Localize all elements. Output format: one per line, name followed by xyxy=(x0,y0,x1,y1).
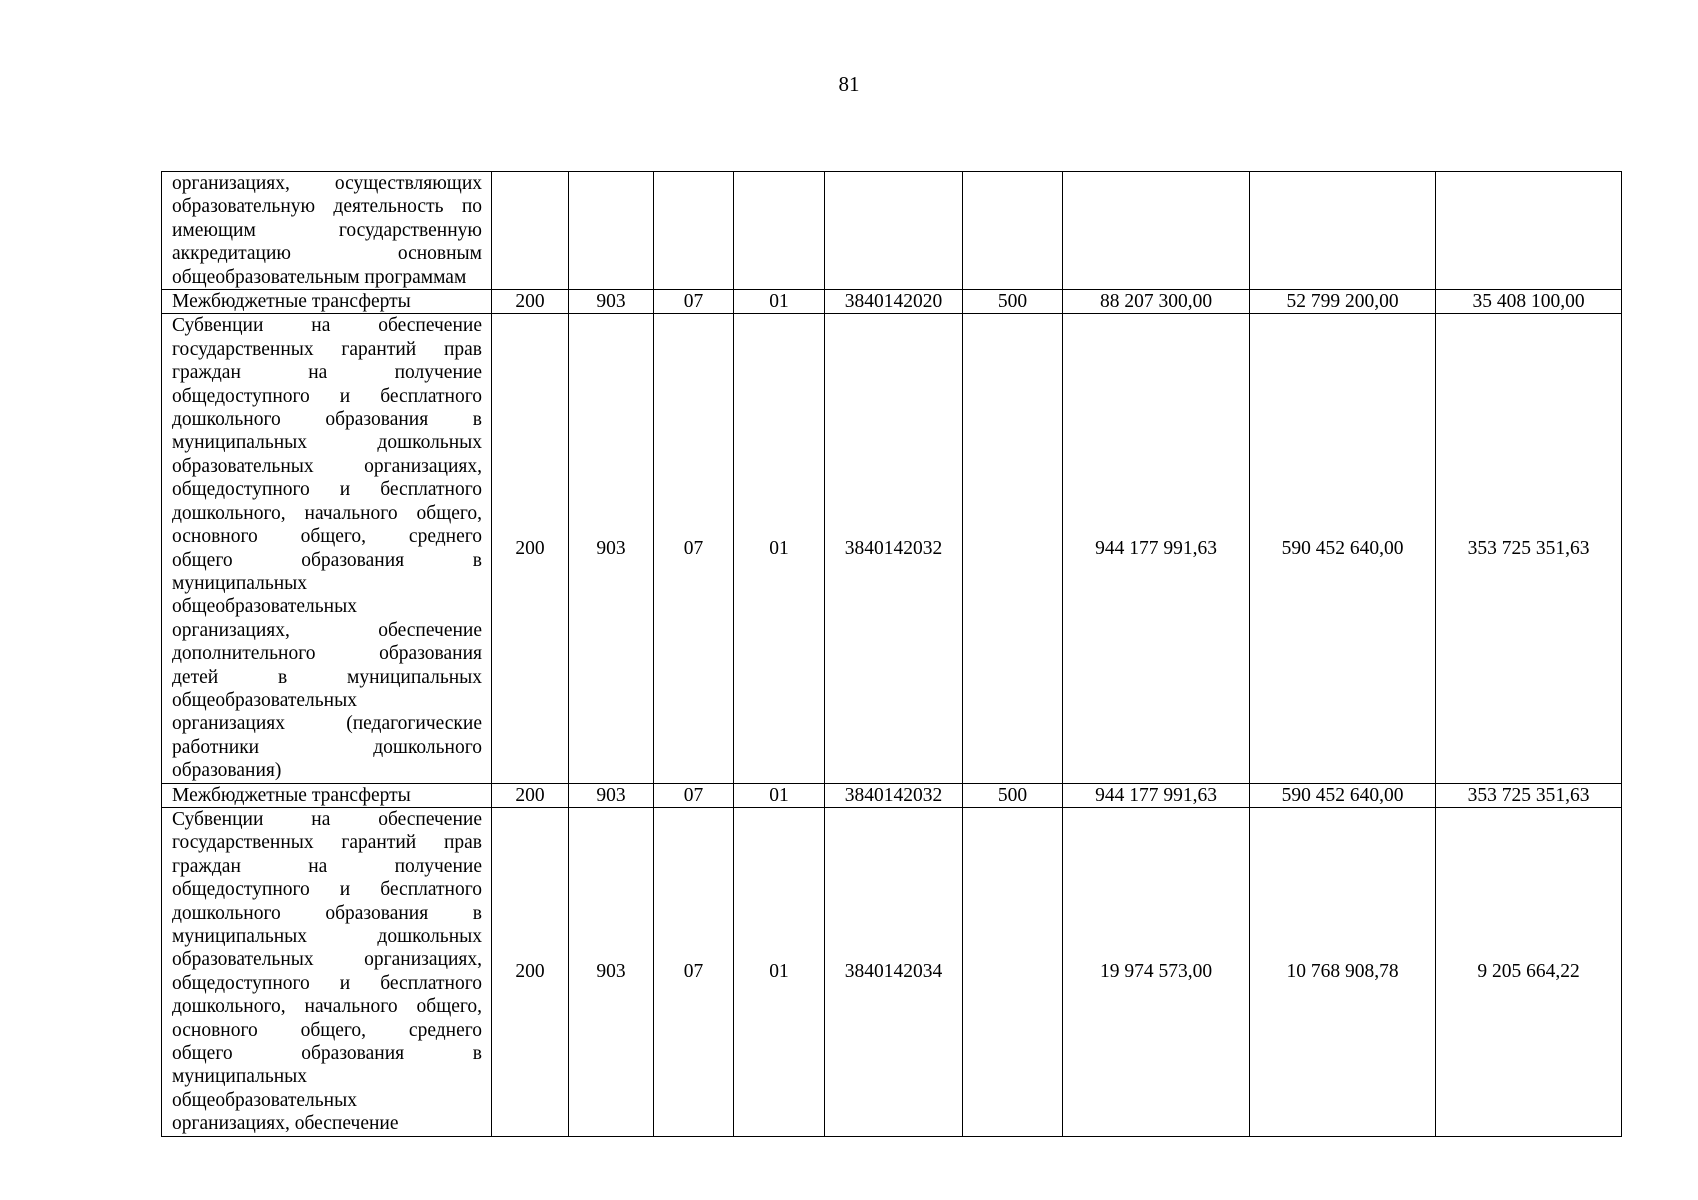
table-row xyxy=(162,807,1622,1136)
amount-col3-cell xyxy=(1436,172,1622,290)
section-cell: 200 xyxy=(492,783,569,807)
expense-type-cell: 500 xyxy=(963,783,1063,807)
description-line: работники дошкольного xyxy=(172,736,482,758)
description-line: общедоступного и бесплатного xyxy=(172,385,482,407)
razdel-cell: 07 xyxy=(654,783,734,807)
amount-col2-cell: 52 799 200,00 xyxy=(1250,290,1436,314)
description-line: общеобразовательных xyxy=(172,596,357,618)
description-line: аккредитацию основным xyxy=(172,243,482,265)
ministry-cell: 903 xyxy=(569,807,654,1136)
description-line: государственных гарантий прав xyxy=(172,338,482,360)
target-article-cell: 3840142032 xyxy=(825,783,963,807)
podrazdel-cell: 01 xyxy=(734,290,825,314)
description-line: граждан на получение xyxy=(172,855,482,877)
description-line: Субвенции на обеспечение xyxy=(172,315,482,337)
description-line: муниципальных xyxy=(172,1066,308,1088)
description-line: государственных гарантий прав xyxy=(172,832,482,854)
description-line: общеобразовательных xyxy=(172,1089,357,1111)
table-row xyxy=(162,290,1622,314)
section-cell: 200 xyxy=(492,290,569,314)
description-line: Межбюджетные трансферты xyxy=(172,291,411,313)
amount-col3-cell: 353 725 351,63 xyxy=(1436,783,1622,807)
expense-type-cell xyxy=(963,172,1063,290)
razdel-cell: 07 xyxy=(654,290,734,314)
target-article-cell: 3840142020 xyxy=(825,290,963,314)
ministry-cell: 903 xyxy=(569,314,654,783)
description-line: образования) xyxy=(172,760,282,782)
row-description xyxy=(162,172,492,290)
amount-col3-cell: 9 205 664,22 xyxy=(1436,807,1622,1136)
budget-table xyxy=(161,171,1622,1137)
description-line: общего образования в xyxy=(172,1043,482,1065)
target-article-cell: 3840142032 xyxy=(825,314,963,783)
row-description xyxy=(162,783,492,807)
description-line: организациях, обеспечение xyxy=(172,619,482,641)
description-line: дошкольного образования в xyxy=(172,409,482,431)
amount-total-cell: 944 177 991,63 xyxy=(1063,314,1250,783)
razdel-cell: 07 xyxy=(654,314,734,783)
description-line: образовательную деятельность по xyxy=(172,196,482,218)
description-line: Субвенции на обеспечение xyxy=(172,808,482,830)
description-line: основного общего, среднего xyxy=(172,526,482,548)
amount-total-cell: 19 974 573,00 xyxy=(1063,807,1250,1136)
amount-total-cell: 88 207 300,00 xyxy=(1063,290,1250,314)
description-line: общедоступного и бесплатного xyxy=(172,879,482,901)
expense-type-cell xyxy=(963,314,1063,783)
description-line: образовательных организациях, xyxy=(172,949,482,971)
target-article-cell: 3840142034 xyxy=(825,807,963,1136)
description-line: общеобразовательным программам xyxy=(172,266,467,288)
row-description xyxy=(162,314,492,783)
description-line: общедоступного и бесплатного xyxy=(172,972,482,994)
description-line: организациях (педагогические xyxy=(172,713,482,735)
row-description xyxy=(162,290,492,314)
amount-total-cell xyxy=(1063,172,1250,290)
description-line: имеющим государственную xyxy=(172,219,482,241)
section-cell xyxy=(492,172,569,290)
description-line: общего образования в xyxy=(172,549,482,571)
target-article-cell xyxy=(825,172,963,290)
description-line: дошкольного, начального общего, xyxy=(172,996,482,1018)
description-line: муниципальных дошкольных xyxy=(172,926,482,947)
description-line: образовательных организациях, xyxy=(172,455,482,477)
section-cell: 200 xyxy=(492,314,569,783)
description-line: Межбюджетные трансферты xyxy=(172,784,411,806)
description-line: основного общего, среднего xyxy=(172,1019,482,1041)
ministry-cell: 903 xyxy=(569,783,654,807)
podrazdel-cell: 01 xyxy=(734,783,825,807)
ministry-cell xyxy=(569,172,654,290)
razdel-cell xyxy=(654,172,734,290)
podrazdel-cell xyxy=(734,172,825,290)
table-row xyxy=(162,314,1622,783)
description-line: дошкольного, начального общего, xyxy=(172,502,482,524)
amount-col2-cell: 590 452 640,00 xyxy=(1250,783,1436,807)
amount-total-cell: 944 177 991,63 xyxy=(1063,783,1250,807)
description-line: граждан на получение xyxy=(172,362,482,384)
table-row xyxy=(162,783,1622,807)
description-line: детей в муниципальных xyxy=(172,666,482,688)
row-description xyxy=(162,807,492,1136)
expense-type-cell xyxy=(963,807,1063,1136)
description-line: организациях, обеспечение xyxy=(172,1113,399,1135)
ministry-cell: 903 xyxy=(569,290,654,314)
description-line: муниципальных xyxy=(172,572,308,594)
podrazdel-cell: 01 xyxy=(734,807,825,1136)
description-line: общедоступного и бесплатного xyxy=(172,479,482,501)
description-line: муниципальных дошкольных xyxy=(172,432,482,454)
razdel-cell: 07 xyxy=(654,807,734,1136)
amount-col2-cell xyxy=(1250,172,1436,290)
amount-col2-cell: 10 768 908,78 xyxy=(1250,807,1436,1136)
section-cell: 200 xyxy=(492,807,569,1136)
amount-col3-cell: 353 725 351,63 xyxy=(1436,314,1622,783)
podrazdel-cell: 01 xyxy=(734,314,825,783)
table-row xyxy=(162,172,1622,290)
description-line: дополнительного образования xyxy=(172,643,482,665)
description-line: общеобразовательных xyxy=(172,689,357,711)
amount-col3-cell: 35 408 100,00 xyxy=(1436,290,1622,314)
page-number: 81 xyxy=(838,72,860,96)
description-line: дошкольного образования в xyxy=(172,902,482,924)
expense-type-cell: 500 xyxy=(963,290,1063,314)
amount-col2-cell: 590 452 640,00 xyxy=(1250,314,1436,783)
description-line: организациях, осуществляющих xyxy=(172,173,482,194)
